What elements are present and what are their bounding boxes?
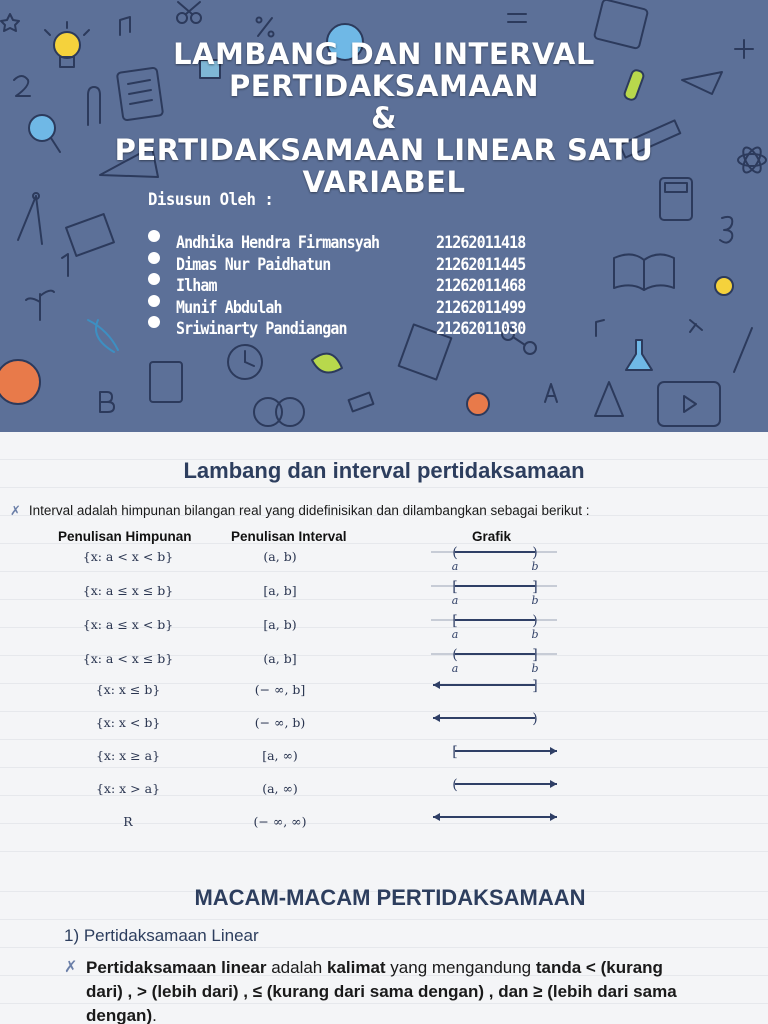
number-line-graph [425, 740, 565, 770]
textbook-icon [66, 214, 114, 256]
interval-notation: (a, b] [263, 651, 297, 666]
endpoint-label-b: b [531, 594, 539, 605]
arrow-right-icon [550, 747, 557, 755]
set-notation: {x: x ≤ b} [95, 682, 161, 697]
title-line: PERTIDAKSAMAAN LINEAR SATU [114, 133, 654, 167]
presentation-title [0, 38, 768, 198]
author-name: Sriwinarty Pandiangan [176, 319, 347, 339]
pin-icon [690, 320, 702, 332]
clock-icon [228, 345, 262, 379]
star-icon [1, 14, 19, 31]
endpoint-label-a: a [451, 594, 459, 605]
term-bold: tanda < (kurang dari) , > (lebih dari) , ≤ (kurang dari sama dengan) , dan ≥ (lebih dari sama dengan) [86, 958, 677, 1024]
left-bracket: ( [452, 545, 458, 561]
certificate-icon [150, 362, 182, 402]
author-nim: 21262011468 [436, 276, 526, 296]
author-row [148, 297, 568, 319]
arrow-left-icon [433, 681, 440, 689]
scissors-icon [177, 2, 201, 23]
text-run: adalah [266, 958, 327, 977]
title-line: VARIABEL [302, 165, 466, 199]
author-row [148, 254, 568, 276]
interval-slide [0, 432, 768, 864]
set-notation: {x: x ≥ a} [95, 748, 161, 763]
left-bracket: [ [452, 613, 458, 629]
author-name: Munif Abdulah [176, 297, 282, 318]
x-mark-icon: ✗ [10, 503, 21, 518]
author-nim: 21262011418 [436, 233, 526, 253]
right-bracket: ] [532, 678, 538, 694]
number-line-graph [425, 707, 565, 737]
set-notation: {x: x < b} [95, 715, 161, 730]
set-notation: R [123, 814, 133, 829]
compass-icon [18, 193, 42, 244]
eraser-icon [349, 393, 374, 412]
music-note-right-icon [596, 320, 604, 336]
right-bracket: ) [532, 613, 538, 629]
intro-text [10, 503, 590, 519]
bullet-dot-icon [148, 295, 160, 307]
pen-icon [734, 328, 752, 372]
set-notation: {x: a < x ≤ b} [82, 651, 174, 666]
interval-notation: (− ∞, b) [254, 715, 306, 730]
arrow-right-icon [550, 813, 557, 821]
video-player-icon [658, 382, 720, 426]
types-slide [0, 864, 768, 1024]
pyramid-icon [595, 382, 623, 416]
number-line-graph [425, 773, 565, 803]
right-bracket: ] [532, 647, 538, 663]
flask-icon [626, 340, 652, 370]
dna-icon [88, 320, 118, 352]
number-line-graph [425, 575, 565, 605]
left-bracket: ( [452, 647, 458, 663]
interval-notation: (− ∞, b] [254, 682, 306, 697]
bullet-dot-icon [148, 273, 160, 285]
title-slide [0, 0, 768, 432]
text-run: . [152, 1006, 157, 1024]
author-row [148, 318, 568, 340]
author-name: Ilham [176, 276, 217, 296]
term-bold: Pertidaksamaan linear [86, 958, 267, 977]
endpoint-label-a: a [451, 628, 459, 639]
left-bracket: ( [452, 777, 458, 793]
term-bold: kalimat [326, 958, 386, 977]
definition-paragraph [64, 956, 704, 1024]
right-bracket: ] [532, 579, 538, 595]
endpoint-label-a: a [451, 662, 459, 673]
apple-icon [467, 393, 489, 415]
open-book-icon [614, 254, 674, 290]
interval-notation: [a, b] [263, 583, 297, 598]
x-mark-icon: ✗ [64, 959, 78, 976]
author-nim: 21262011030 [436, 319, 526, 339]
right-bracket: ) [532, 545, 538, 561]
set-notation: {x: a < x < b} [82, 549, 174, 564]
number-line-graph [425, 643, 565, 673]
letter-a-doodle [545, 384, 557, 402]
number-1-doodle [62, 254, 68, 276]
interval-notation: (a, ∞) [262, 781, 298, 796]
interval-notation: [a, ∞) [262, 748, 298, 763]
bullet-dot-icon [148, 230, 160, 242]
title-line: PERTIDAKSAMAAN [229, 69, 539, 103]
author-row [148, 275, 568, 297]
author-list [148, 232, 568, 340]
authors-label: Disusun Oleh : [148, 190, 274, 210]
intro-label: Interval adalah himpunan bilangan real yang didefinisikan dan dilambangkan sebagai berikut : [28, 503, 590, 518]
number-line-graph [425, 609, 565, 639]
venn-icon [254, 398, 304, 426]
endpoint-label-b: b [531, 628, 539, 639]
left-bracket: [ [452, 744, 458, 760]
letter-b-doodle [100, 392, 114, 412]
set-notation: {x: a ≤ x ≤ b} [82, 583, 174, 598]
number-line-graph [425, 674, 565, 704]
number-3-doodle [720, 217, 732, 243]
star-badge-icon [715, 277, 733, 295]
basketball-icon [0, 360, 40, 404]
percent-icon [257, 18, 274, 37]
author-nim: 21262011499 [436, 297, 526, 318]
author-row [148, 232, 568, 254]
slide-heading: MACAM-MACAM PERTIDAKSAMAAN [194, 885, 586, 910]
title-line: LAMBANG DAN INTERVAL [173, 37, 595, 71]
column-header-graph: Grafik [472, 529, 512, 544]
slide-heading: Lambang dan interval pertidaksamaan [183, 458, 585, 483]
column-header-interval: Penulisan Interval [231, 529, 347, 544]
right-bracket: ) [532, 711, 538, 727]
interval-notation: [a, b) [263, 617, 297, 632]
text-run: yang mengandung [385, 958, 536, 977]
arrow-left-icon [433, 813, 440, 821]
left-bracket: [ [452, 579, 458, 595]
section-subtitle: 1) Pertidaksamaan Linear [64, 926, 259, 945]
bullet-dot-icon [148, 316, 160, 328]
column-header-set: Penulisan Himpunan [58, 529, 192, 544]
plant-icon [26, 291, 54, 320]
title-line: & [371, 101, 397, 135]
interval-notation: (− ∞, ∞) [253, 814, 307, 829]
bullet-dot-icon [148, 252, 160, 264]
set-notation: {x: a ≤ x < b} [82, 617, 174, 632]
leaf-icon [312, 354, 342, 373]
endpoint-label-b: b [531, 560, 539, 571]
arrow-left-icon [433, 714, 440, 722]
author-nim: 21262011445 [436, 254, 526, 275]
arrow-right-icon [550, 780, 557, 788]
author-name: Dimas Nur Paidhatun [176, 254, 331, 275]
endpoint-label-b: b [531, 662, 539, 673]
number-line-graph [425, 541, 565, 571]
number-line-graph [425, 806, 565, 836]
interval-notation: (a, b) [263, 549, 297, 564]
equals-icon [508, 14, 526, 22]
author-name: Andhika Hendra Firmansyah [176, 233, 380, 253]
set-notation: {x: x > a} [95, 781, 161, 796]
endpoint-label-a: a [451, 560, 459, 571]
definition-text [64, 956, 704, 1024]
music-note-icon [120, 17, 130, 35]
